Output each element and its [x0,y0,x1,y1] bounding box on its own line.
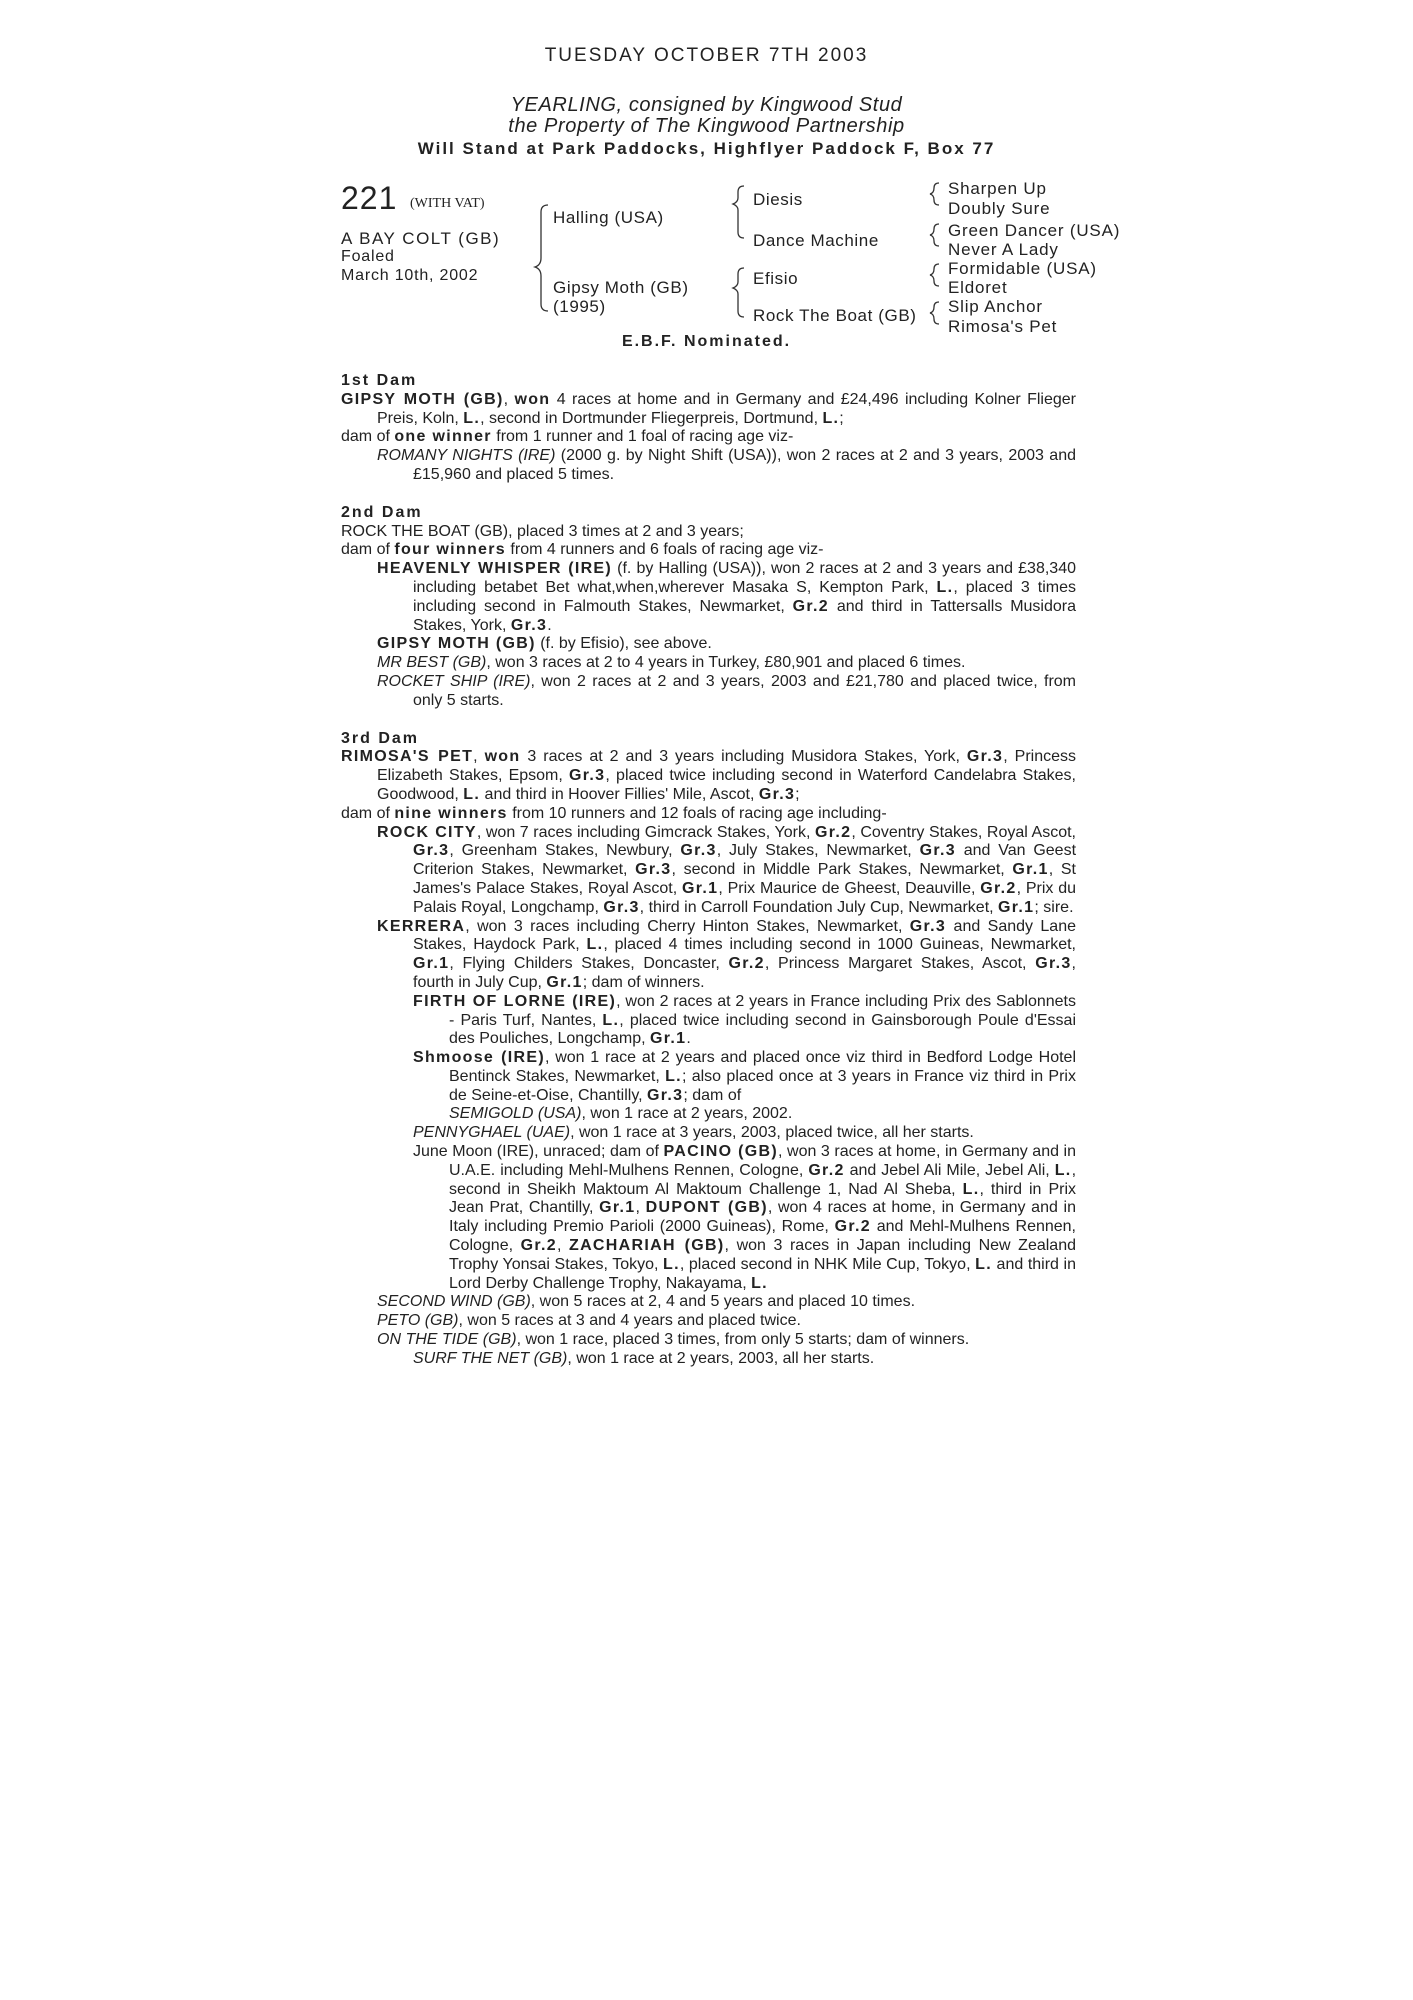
pedigree-braces [0,0,1413,340]
first-dam-child: ROMANY NIGHTS (IRE) (2000 g. by Night Shift (USA)), won 2 races at 2 and 3 years, 2003 and £15,960 and placed 5 times. [377,447,1076,483]
second-dam-record: ROCK THE BOAT (GB), placed 3 times at 2 and 3 years; [341,522,744,540]
on-the-tide-entry: ON THE TIDE (GB), won 1 race, placed 3 times, from only 5 starts; dam of winners. [377,1331,970,1349]
sire-dam: Dance Machine [753,231,879,250]
ebf-nomination: E.B.F. Nominated. [621,333,792,350]
ggp-brace-3 [930,264,939,286]
consignor-line: YEARLING, consigned by Kingwood Stud [510,94,903,116]
gipsy-moth-entry: GIPSY MOTH (GB) (f. by Efisio), see above. [377,635,712,653]
second-dam-title: 2nd Dam [341,503,423,521]
ggp-1: Sharpen Up [948,179,1047,198]
third-dam-record: RIMOSA'S PET, won 3 races at 2 and 3 years including Musidora Stakes, York, Gr.3, Princess Elizabeth Stakes, Epsom, Gr.3, placed twice including second in Waterford Candelabra Stakes, Goodwood, L. and third in Hoover Fillies' Mile, Ascot, Gr.3; [341,748,1077,803]
dam-name: Gipsy Moth (GB) [553,278,689,297]
ggp-brace-2 [930,224,939,246]
property-line: the Property of The Kingwood Partnership [508,115,905,137]
peto-entry: PETO (GB), won 5 races at 3 and 4 years and placed twice. [377,1312,801,1330]
third-dam-produce: dam of nine winners from 10 runners and 12 foals of racing age including- [341,804,887,822]
ggp-5: Formidable (USA) [948,259,1097,278]
semigold-entry: SEMIGOLD (USA), won 1 race at 2 years, 2002. [449,1105,793,1123]
shmoose-entry: Shmoose (IRE), won 1 race at 2 years and placed once viz third in Bedford Lodge Hotel Bentinck Stakes, Newmarket, L.; also placed once at 3 years in France viz third in Prix de Seine-et-Oise, Chantilly, Gr.3; dam of [413,1049,1076,1104]
sire-brace [733,186,744,238]
stand-line: Will Stand at Park Paddocks, Highflyer Paddock F, Box 77 [417,139,996,158]
catalogue-body [341,372,1076,1369]
first-dam-title: 1st Dam [341,372,418,389]
ggp-6: Eldoret [948,278,1008,297]
sire-sire: Diesis [753,190,803,209]
dam-sire: Efisio [753,269,799,288]
dam-dam: Rock The Boat (GB) [753,306,917,325]
surf-the-net-entry: SURF THE NET (GB), won 1 race at 2 years, 2003, all her starts. [413,1349,875,1367]
foaled-date: March 10th, 2002 [341,267,479,284]
ggp-brace-1 [930,183,939,205]
ggp-2: Doubly Sure [948,199,1051,218]
main-brace [535,205,548,311]
first-dam-record: GIPSY MOTH (GB), won 4 races at home and in Germany and £24,496 including Kolner Flieger Preis, Koln, L., second in Dortmunder Fliegerpreis, Dortmund, L.; [341,390,1077,427]
kerrera-entry: KERRERA, won 3 races including Cherry Hinton Stakes, Newmarket, Gr.3 and Sandy Lane Stakes, Haydock Park, L., placed 4 times including second in 1000 Guineas, Newmarket, Gr.1, Flying Childers Stakes, Doncaster, Gr.2, Princess Margaret Stakes, Ascot, Gr.3, fourth in July Cup, Gr.1; dam of winners. [377,917,1077,991]
vat-label: (WITH VAT) [410,196,485,211]
lot-description: A BAY COLT (GB) [341,229,501,248]
firth-of-lorne-entry: FIRTH OF LORNE (IRE), won 2 races at 2 years in France including Prix des Sablonnets - Paris Turf, Nantes, L., placed twice including second in Gainsborough Poule d'Essai des Pouliches, Longchamp, Gr.1. [413,992,1077,1048]
ggp-7: Slip Anchor [948,297,1043,316]
second-dam-produce: dam of four winners from 4 runners and 6 foals of racing age viz- [341,541,824,559]
pennyghael-entry: PENNYGHAEL (UAE), won 1 race at 3 years, 2003, placed twice, all her starts. [413,1124,974,1142]
first-dam-name: GIPSY MOTH (GB) [341,390,504,408]
rocket-ship-entry: ROCKET SHIP (IRE), won 2 races at 2 and 3 years, 2003 and £21,780 and placed twice, from only 5 starts. [377,672,1077,709]
third-dam-title: 3rd Dam [341,729,420,747]
ggp-brace-4 [930,302,939,324]
sale-date: TUESDAY OCTOBER 7TH 2003 [544,45,869,66]
first-dam-produce: dam of one winner from 1 runner and 1 foal of racing age viz- [341,428,794,446]
ggp-8: Rimosa's Pet [948,317,1058,336]
ggp-4: Never A Lady [948,240,1059,259]
foaled-label: Foaled [341,248,395,265]
mr-best-entry: MR BEST (GB), won 3 races at 2 to 4 years in Turkey, £80,901 and placed 6 times. [377,654,966,672]
june-moon-entry: June Moon (IRE), unraced; dam of PACINO (GB), won 3 races at home, in Germany and in U.A.E. including Mehl-Mulhens Rennen, Cologne, Gr.2 and Jebel Ali Mile, Jebel Ali, L., second in Sheikh Maktoum Al Maktoum Challenge 1, Nad Al Sheba, L., third in Prix Jean Prat, Chantilly, Gr.1, DUPONT (GB), won 4 races at home, in Germany and in Italy including Premio Parioli (2000 Guineas), Rome, Gr.2 and Mehl-Mulhens Rennen, Cologne, Gr.2, ZACHARIAH (GB), won 3 races in Japan including New Zealand Trophy Yonsai Stakes, Tokyo, L., placed second in NHK Mile Cup, Tokyo, L. and third in Lord Derby Challenge Trophy, Nakayama, L. [413,1143,1077,1292]
rock-city-entry: ROCK CITY, won 7 races including Gimcrack Stakes, York, Gr.2, Coventry Stakes, Royal Ascot, Gr.3, Greenham Stakes, Newbury, Gr.3, July Stakes, Newmarket, Gr.3 and Van Geest Criterion Stakes, Newmarket, Gr.3, second in Middle Park Stakes, Newmarket, Gr.1, St James's Palace Stakes, Royal Ascot, Gr.1, Prix Maurice de Gheest, Deauville, Gr.2, Prix du Palais Royal, Longchamp, Gr.3, third in Carroll Foundation July Cup, Newmarket, Gr.1; sire. [377,823,1077,916]
dam-brace [733,268,744,317]
dam-year: (1995) [553,297,606,316]
heavenly-whisper-entry: HEAVENLY WHISPER (IRE) (f. by Halling (USA)), won 2 races at 2 and 3 years and £38,340 including betabet Bet what,when,wherever Masaka S, Kempton Park, L., placed 3 times including second in Falmouth Stakes, Newmarket, Gr.2 and third in Tattersalls Musidora Stakes, York, Gr.3. [377,560,1077,634]
ggp-3: Green Dancer (USA) [948,221,1121,240]
lot-number: 221 [341,180,398,216]
sire-name: Halling (USA) [553,208,664,227]
second-wind-entry: SECOND WIND (GB), won 5 races at 2, 4 and 5 years and placed 10 times. [377,1293,916,1311]
